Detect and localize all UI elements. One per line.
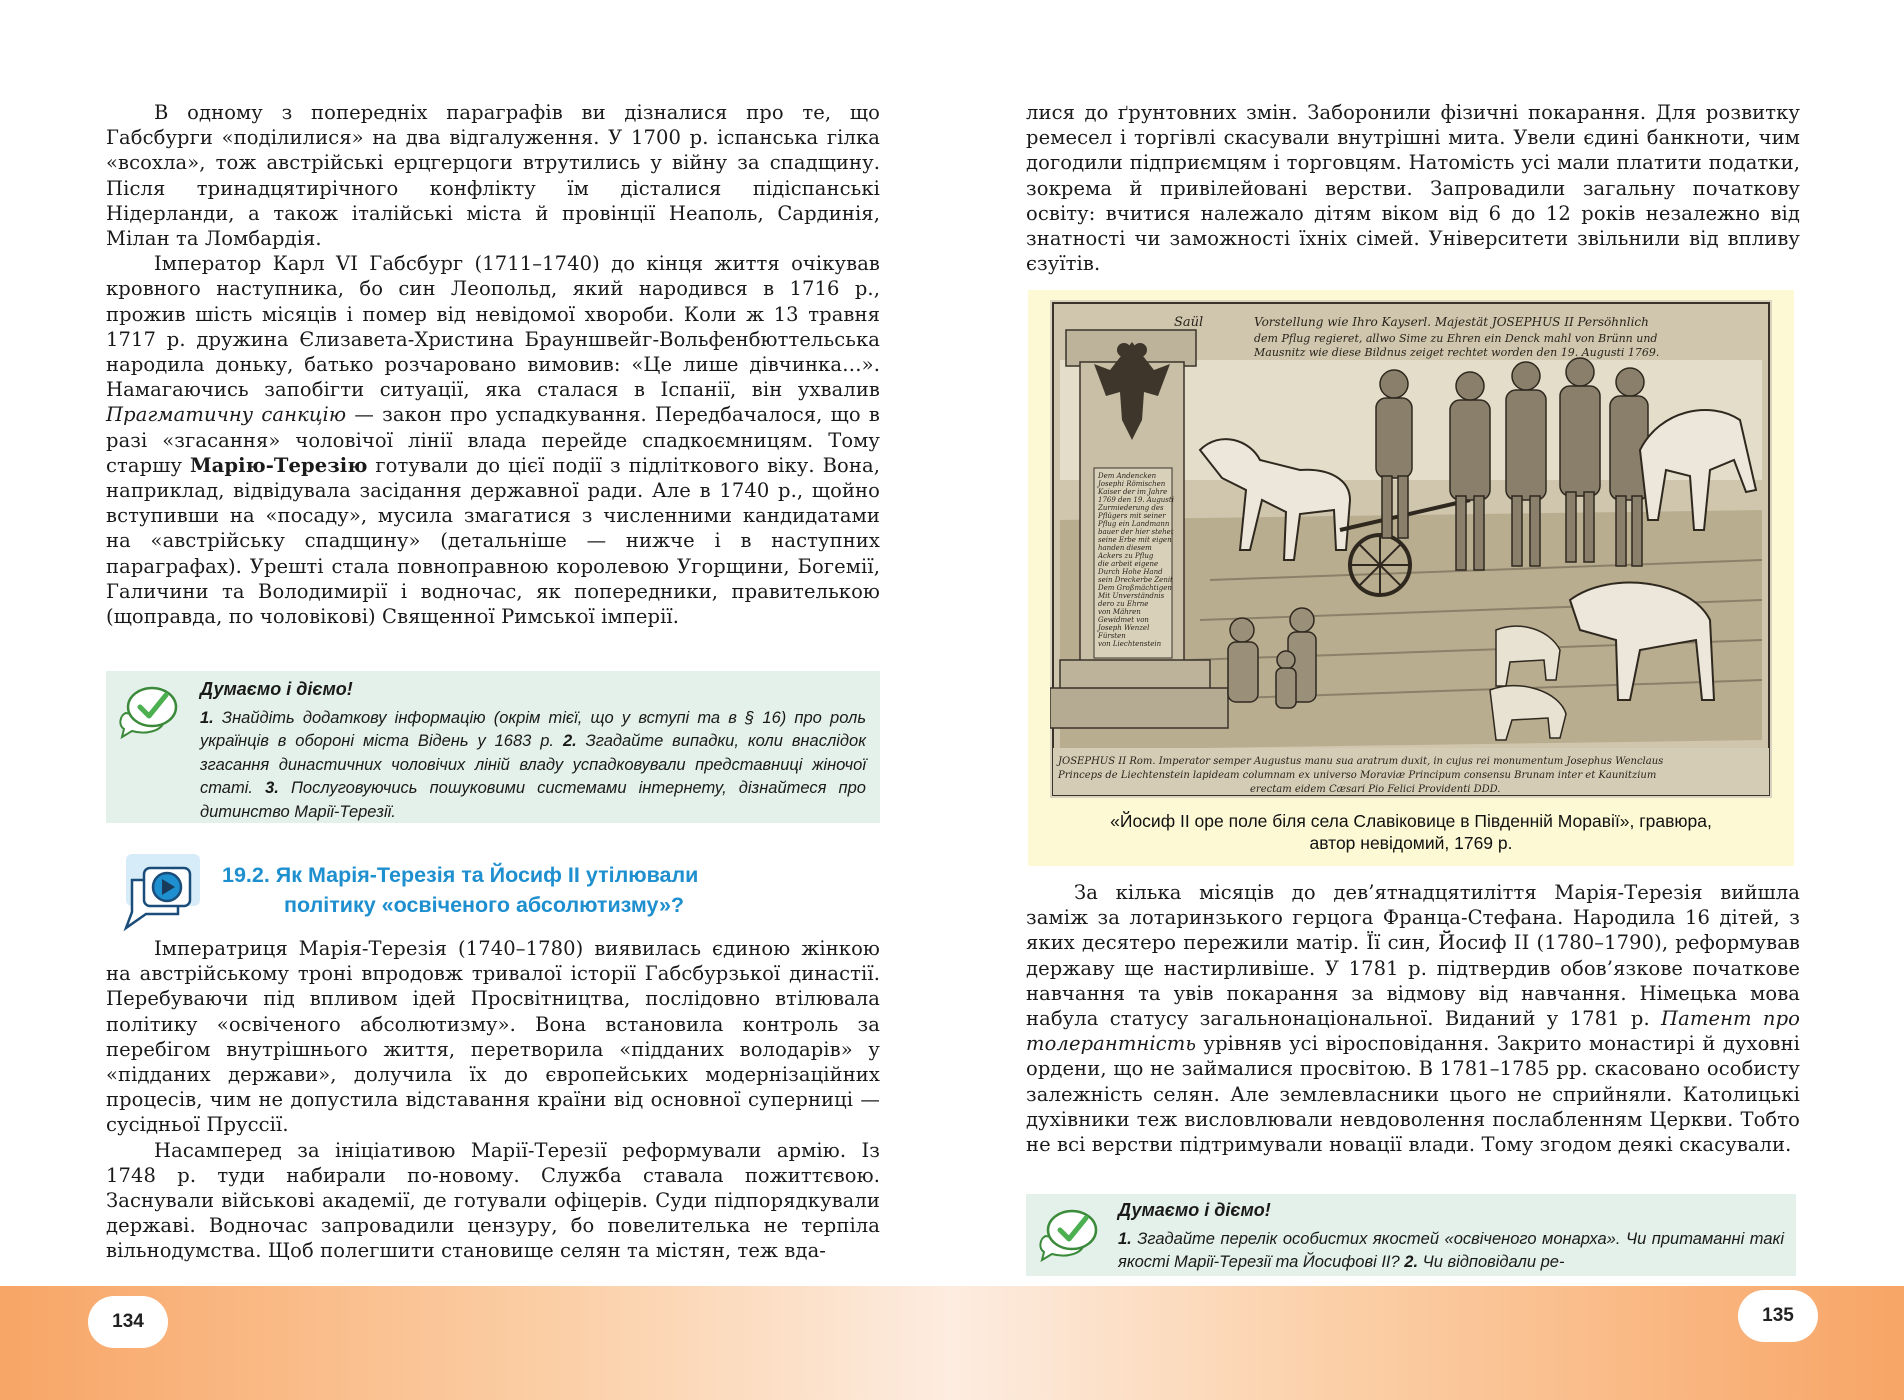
caption-line1: «Йосиф II оре поле біля села Славіковице в Південній Моравії», гравюра, xyxy=(1110,811,1712,831)
section-title xyxy=(222,860,698,920)
svg-text:Durch Hohe Hand: Durch Hohe Hand xyxy=(1098,568,1163,576)
think-box-text: 1. Знайдіть додаткову інформацію (окрім тієї, що у вступі та в § 16) про роль українців в обороні міста Відень у 1683 р. 2. Згадайте випадки, коли внаслідок згасання династичних чоловічих ліній владу успадковували представниці жіночої статі. 3. Послуговуючись пошуковими системами інтернету, дізнайтеся про дитинство Марії-Терезії. xyxy=(200,709,866,821)
paragraph: лися до ґрунтовних змін. Заборонили фізичні покарання. Для розвитку ремесел і торгівлі скасували внутрішні мита. Увели єдині банкноти, чим догодили підприємцям і торговцям. Натомість усі мали платити податки, зокрема й привілейовані верстви. Запровадили загальну початкову освіту: вчитися належало дітям віком від 6 до 12 років незалежно від знатності чи заможності їхніх сімей. Університети звільнили від впливу єзуїтів. xyxy=(1026,101,1800,276)
svg-text:Dem Großmächtigen: Dem Großmächtigen xyxy=(1098,584,1172,592)
paragraph: Імператриця Марія-Терезія (1740–1780) виявилась єдиною жінкою на австрійському троні впродовж тривалої історії Габсбурзької династії. Перебуваючи під впливом ідей Просвітництва, послідовно втілювала політику «освіченого абсолютизму». Вона встановила контроль за перебігом внутрішнього життя, перетворила «підданих володарів» у «підданих держави», долучила їх до європейських модернізаційних процесів, чим не допустила відставання країни від основної суперниці — сусідньої Пруссії. xyxy=(106,937,880,1137)
engraving-footer-line3: erectam eidem Cæsari Pio Felici Providenti DDD. xyxy=(1250,784,1501,795)
svg-text:bauer der hier stehet: bauer der hier stehet xyxy=(1098,528,1174,536)
engraving-figure xyxy=(1028,290,1794,866)
svg-text:dero zu Ehrne: dero zu Ehrne xyxy=(1098,600,1149,608)
engraving-footer-line2: Princeps de Liechtenstein lapideam columnam ex universo Moraviæ Principum consensu Brunam inter et Kaunitzium xyxy=(1058,770,1657,781)
think-box-text: 1. Згадайте перелік особистих якостей «освіченого монарха». Чи притаманні такі якості Марії-Терезії та Йосифові II? 2. Чи відповідали ре- xyxy=(1118,1230,1784,1272)
think-box-title: Думаємо і діємо! xyxy=(1118,1200,1271,1220)
figure-caption xyxy=(1028,810,1794,854)
svg-text:Joseph Wenzel: Joseph Wenzel xyxy=(1098,624,1150,632)
svg-text:Zurmiederung des: Zurmiederung des xyxy=(1098,504,1164,512)
svg-text:Gewidmet von: Gewidmet von xyxy=(1098,616,1149,624)
paragraph: Насамперед за ініціативою Марії-Терезії реформували армію. Із 1748 р. туди набирали по-новому. Служба ставала пожиттєвою. Заснували військові академії, де готували офіцерів. Суди підпорядкували державі. Водночас запровадили цензуру, бо повелителька не терпіла вільнодумства. Щоб полегшити становище селян та містян, теж вда- xyxy=(106,1138,880,1263)
think-box-right xyxy=(1026,1194,1796,1276)
svg-text:Pflug ein Landmann: Pflug ein Landmann xyxy=(1098,520,1170,528)
section-title-line1: 19.2. Як Марія-Терезія та Йосиф ІІ утілювали xyxy=(222,863,699,887)
left-text-column-top xyxy=(106,100,880,629)
svg-text:Ackers zu Pflug: Ackers zu Pflug xyxy=(1098,552,1154,560)
section-heading xyxy=(118,850,888,934)
page-number-right: 135 xyxy=(1738,1290,1818,1342)
svg-text:von Mähren: von Mähren xyxy=(1098,608,1141,616)
left-text-column-bottom xyxy=(106,936,880,1264)
right-text-column-bottom xyxy=(1026,880,1800,1157)
video-play-icon[interactable] xyxy=(118,850,218,934)
svg-text:handen diesem: handen diesem xyxy=(1098,544,1152,552)
page-number-left: 134 xyxy=(88,1296,168,1348)
engraving-header-line3: Mausnitz wie diese Bildnus zeiget rechtet worden den 19. Augusti 1769. xyxy=(1254,346,1660,359)
svg-text:1769 den 19. Augusti: 1769 den 19. Augusti xyxy=(1098,496,1174,504)
think-box-left xyxy=(106,671,880,823)
svg-text:Dem Andencken: Dem Andencken xyxy=(1098,472,1157,480)
svg-text:Josephi Römischen: Josephi Römischen xyxy=(1098,480,1166,488)
paragraph: За кілька місяців до дев’ятнадцятиліття Марія-Терезія вийшла заміж за лотаринзького герцога Франца-Стефана. Народила 16 дітей, з яких десятеро пережили матір. Її син, Йосиф II (1780–1790), реформував державу ще настирливіше. У 1781 р. підтвердив обов’язкове початкове навчання та увів покарання за відмову від навчання. Німецька мова набула статусу загальнонаціональної. Виданий у 1781 р. Патент про толерантність урівняв усі віросповідання. Закрито монастирі й духовні ордени, що не займалися просвітою. В 1781–1785 рр. скасовано особисту залежність селян. Але землевласники цього не сприйняли. Католицькі духівники теж висловлювали невдоволення послабленням Церкви. Тобто не всі верстви підтримували новації влади. Тому згодом деякі скасували. xyxy=(1026,881,1800,1157)
engraving-header-line2: dem Pflug regieret, allwo Sime zu Ehren ein Denck mahl von Brünn und xyxy=(1254,332,1658,345)
paragraph: В одному з попередніх параграфів ви дізналися про те, що Габсбурги «поділилися» на два відгалуження. У 1700 р. іспанська гілка «всохла», тож австрійські ерцгерцоги втрутились у війну за спадщину. Після тринадцятирічного конфлікту їм дісталися підіспанські Нідерланди, а також італійські міста й провінції Неаполь, Сардинія, Мілан та Ломбардія. xyxy=(106,101,880,251)
engraving-header-line1: Vorstellung wie Ihro Kayserl. Majestät JOSEPHUS II Persöhnlich xyxy=(1254,315,1649,329)
section-title-line2: політику «освіченого абсолютизму»? xyxy=(284,893,685,917)
engraving-image xyxy=(1050,300,1772,798)
checkmark-speech-bubble-icon xyxy=(116,681,182,741)
svg-text:die arbeit eigene: die arbeit eigene xyxy=(1098,560,1159,568)
svg-text:von Liechtenstein: von Liechtenstein xyxy=(1098,640,1162,648)
svg-text:Fürsten: Fürsten xyxy=(1098,632,1126,640)
svg-text:seine Erbe mit eigen: seine Erbe mit eigen xyxy=(1098,536,1172,544)
svg-text:sein Dreckerbe Zenit: sein Dreckerbe Zenit xyxy=(1098,576,1173,584)
engraving-footer-line1: JOSEPHUS II Rom. Imperator semper Augustus manu sua aratrum duxit, in cujus rei monumentum Josephus Wenclaus xyxy=(1058,756,1664,767)
svg-text:Kaiser der im Jahre: Kaiser der im Jahre xyxy=(1098,488,1168,496)
page-footer xyxy=(0,1286,1904,1400)
engraving-header-left: Saül xyxy=(1174,315,1204,330)
caption-line2: автор невідомий, 1769 р. xyxy=(1309,833,1513,853)
paragraph: Імператор Карл VI Габсбург (1711–1740) до кінця життя очікував кровного наступника, бо син Леопольд, який народився в 1716 р., прожив шість місяців і помер від невідомої хвороби. Коли ж 13 травня 1717 р. дружина Єлизавета-Христина Брауншвейг-Вольфенбюттельська народила доньку, батько розчаровано вимовив: «Це лише дівчинка…». Намагаючись запобігти ситуації, яка сталася в Іспанії, він ухвалив Прагматичну санкцію — закон про успадкування. Передбачалося, що в разі «згасання» чоловічої лінії влада перейде спадкоємницям. Тому старшу Марію-Терезію готували до цієї події з підліткового віку. Вона, наприклад, відвідувала засідання державної ради. Але в 1740 р., щойно вступивши на «посаду», мусила змагатися з численними кандидатами на «австрійську спадщину» (детальніше — нижче і в наступних параграфах). Урешті стала повноправною королевою Угорщини, Богемії, Галичини та Володимирії і водночас, як попередники, правителькою (щоправда, по чоловікові) Священної Римської імперії. xyxy=(106,252,881,629)
svg-text:Mit Unverständnis: Mit Unverständnis xyxy=(1098,592,1165,600)
svg-text:Pflügers mit seiner: Pflügers mit seiner xyxy=(1098,512,1166,520)
right-text-column-top xyxy=(1026,100,1800,276)
checkmark-speech-bubble-icon xyxy=(1036,1204,1102,1264)
think-box-title: Думаємо і діємо! xyxy=(200,679,353,699)
